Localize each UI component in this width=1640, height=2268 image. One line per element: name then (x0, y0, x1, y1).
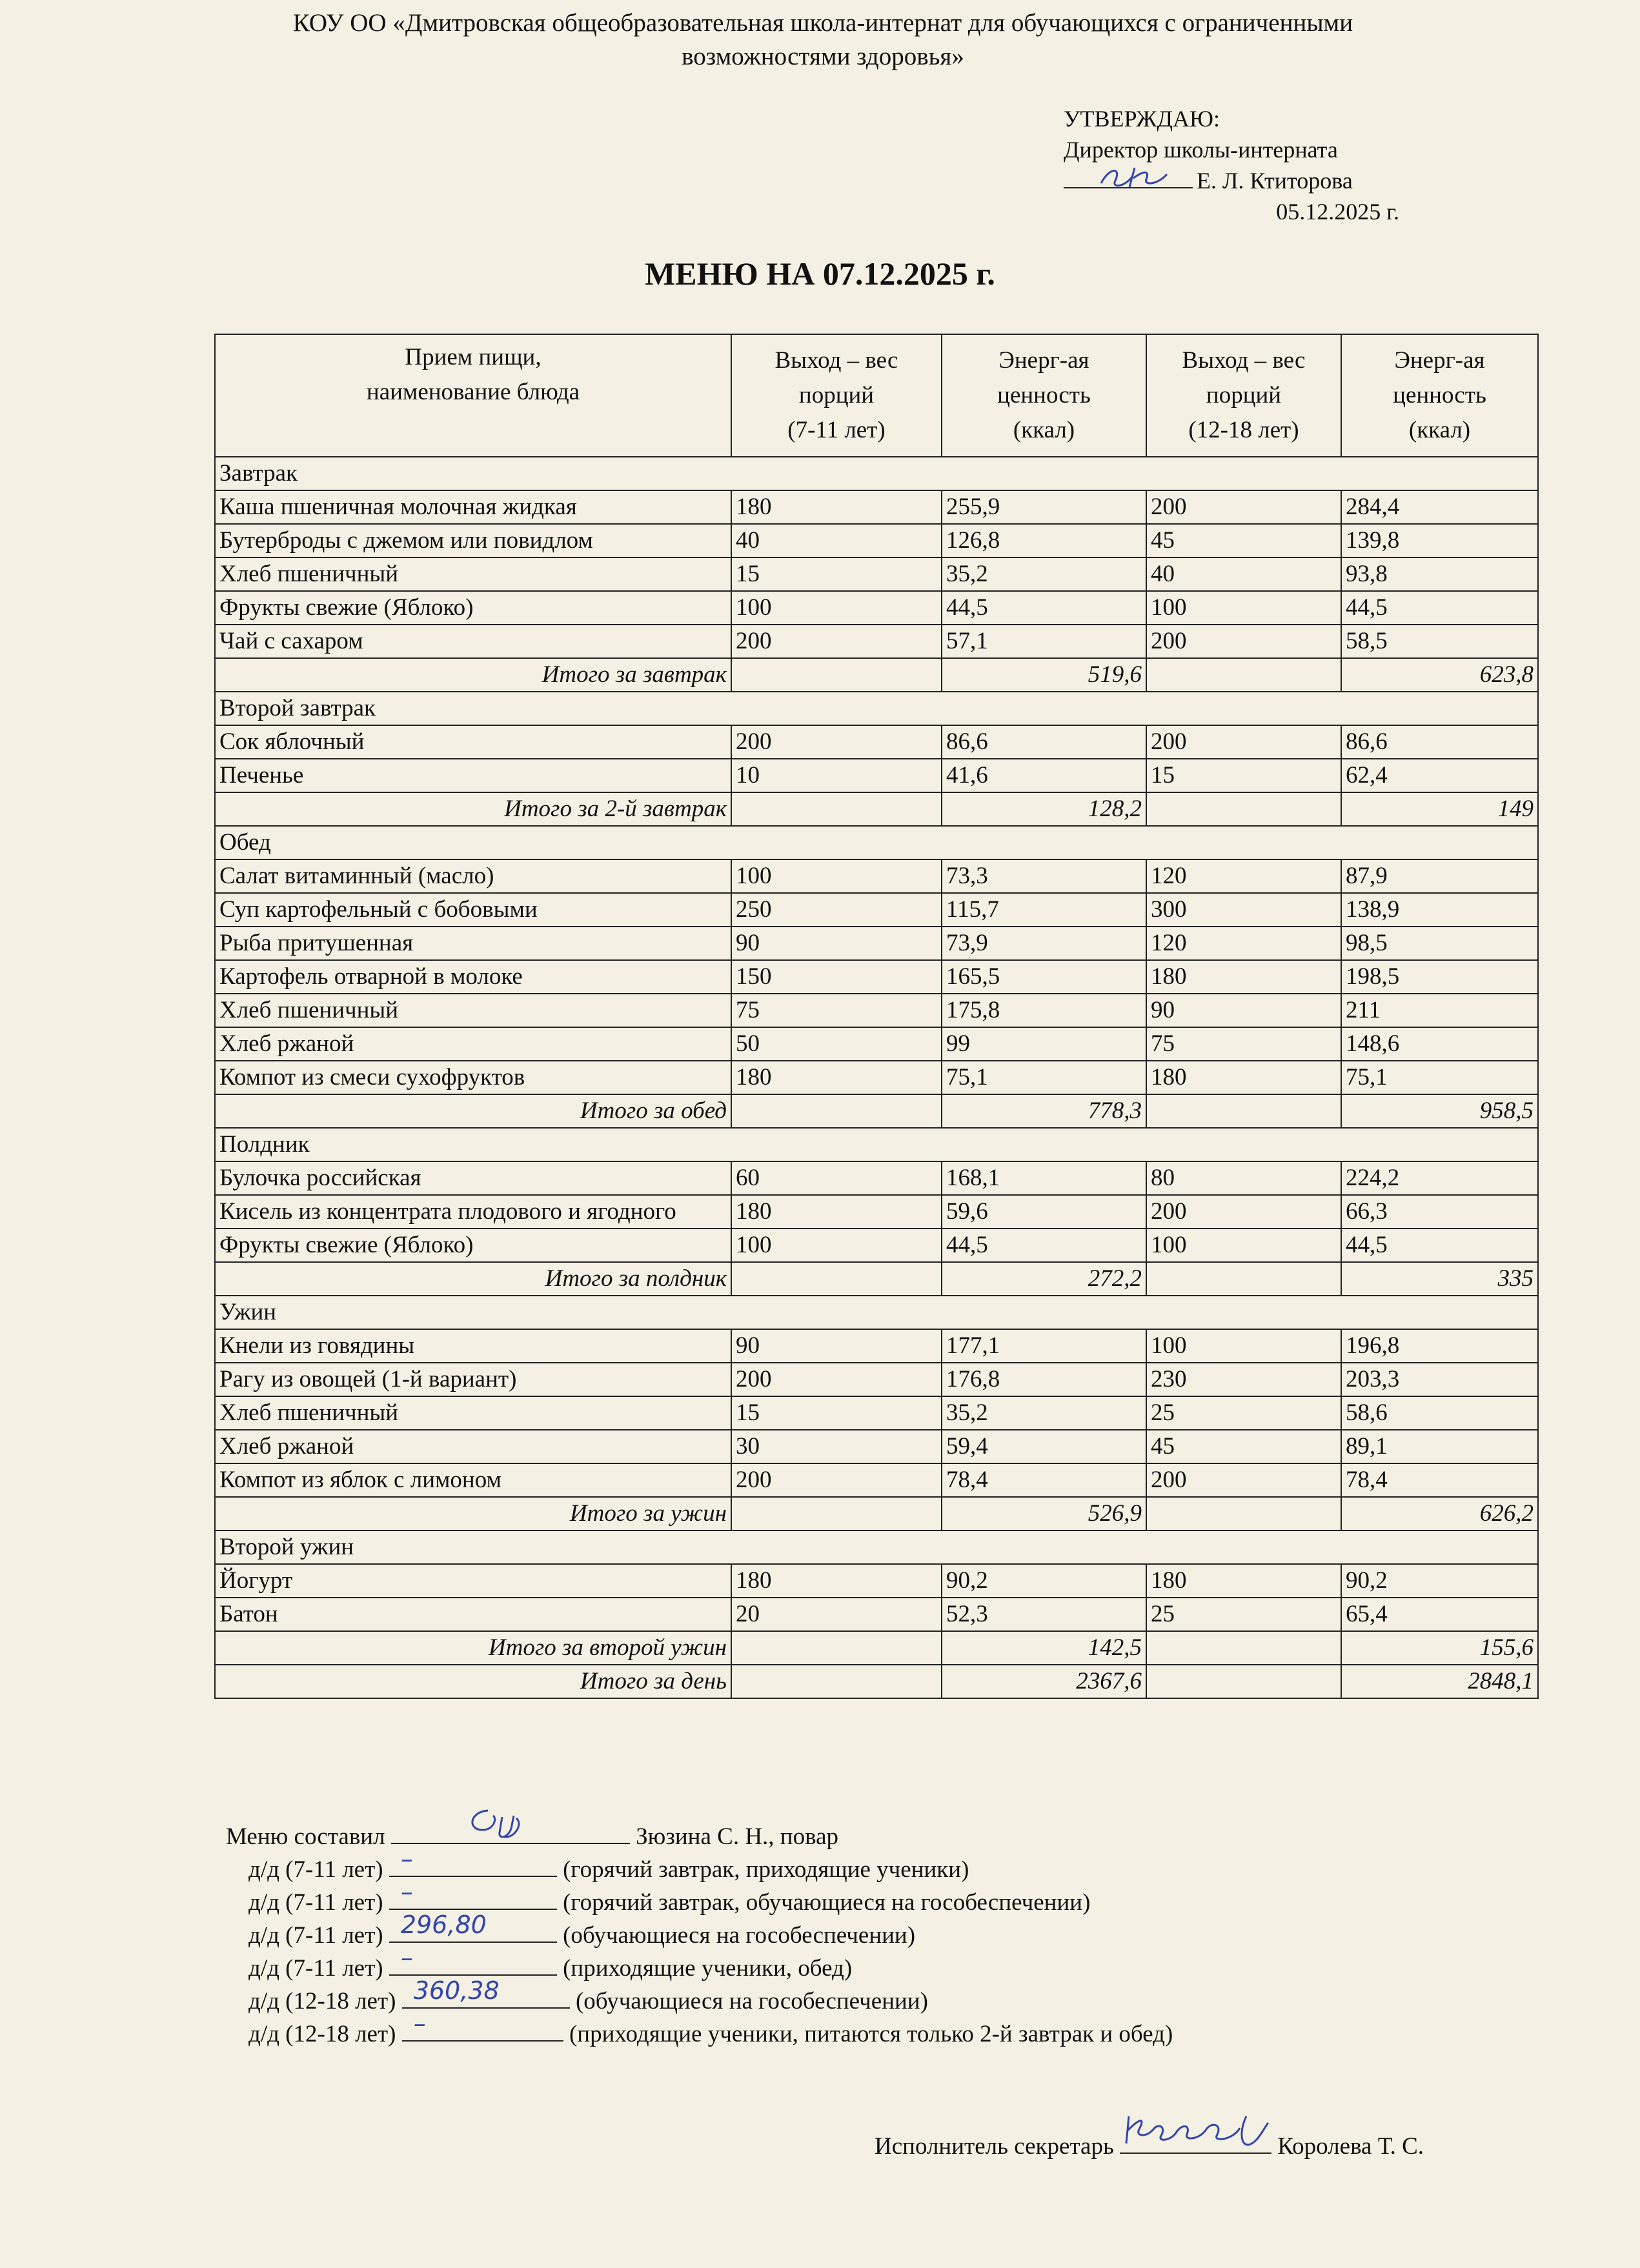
allowance-note: (горячий завтрак, обучающиеся на гособеспечении) (563, 1889, 1091, 1916)
allowance-value-line (389, 1943, 557, 1976)
section-total-row (215, 792, 1538, 826)
allowance-line (226, 1911, 1517, 1951)
weight-12-18: 200 (1146, 490, 1341, 524)
weight-7-11: 200 (731, 625, 942, 658)
allowance-line (226, 2009, 1517, 2050)
dish-name: Чай с сахаром (215, 625, 731, 658)
dish-name: Батон (215, 1598, 731, 1631)
dish-name: Хлеб пшеничный (215, 994, 731, 1027)
weight-12-18: 80 (1146, 1161, 1341, 1195)
table-row (215, 1564, 1538, 1598)
cook-name: Зюзина С. Н., повар (636, 1823, 838, 1850)
allowance-value: – (400, 1845, 413, 1873)
energy-12-18: 148,6 (1341, 1027, 1538, 1061)
dish-name: Фрукты свежие (Яблоко) (215, 591, 731, 625)
energy-7-11: 73,9 (942, 927, 1146, 960)
section-total-row (215, 1497, 1538, 1530)
dish-name: Хлеб пшеничный (215, 557, 731, 591)
table-row (215, 994, 1538, 1027)
weight-7-11: 100 (731, 591, 942, 625)
energy-7-11: 57,1 (942, 625, 1146, 658)
section-row (215, 1128, 1538, 1161)
section-name: Ужин (215, 1296, 1538, 1329)
allowance-value: 360,38 (413, 1976, 500, 2005)
total-label: Итого за 2-й завтрак (215, 792, 731, 826)
table-row (215, 1027, 1538, 1061)
energy-7-11: 59,4 (942, 1430, 1146, 1463)
director-name: Е. Л. Ктиторова (1197, 168, 1353, 194)
section-row (215, 826, 1538, 859)
dish-name: Сок яблочный (215, 725, 731, 759)
weight-12-18: 120 (1146, 859, 1341, 893)
weight-7-11: 20 (731, 1598, 942, 1631)
allowance-note: (обучающиеся на гособеспечении) (563, 1922, 916, 1949)
energy-7-11: 78,4 (942, 1463, 1146, 1497)
energy-12-18: 62,4 (1341, 759, 1538, 792)
allowance-value: – (400, 1943, 413, 1972)
energy-12-18: 198,5 (1341, 960, 1538, 994)
table-row (215, 859, 1538, 893)
dish-name: Рыба притушенная (215, 927, 731, 960)
energy-7-11: 75,1 (942, 1061, 1146, 1094)
menu-title: МЕНЮ НА 07.12.2025 г. (645, 256, 995, 292)
allowance-note: (приходящие ученики, обед) (563, 1955, 853, 1982)
executor-label: Исполнитель секретарь (875, 2133, 1114, 2160)
energy-7-11: 176,8 (942, 1363, 1146, 1396)
allowance-value-line (389, 1911, 557, 1943)
director-signature-line (1064, 165, 1193, 188)
org-line-2: возможностями здоровья» (682, 43, 964, 70)
day-total-label: Итого за день (215, 1665, 731, 1698)
energy-7-11: 59,6 (942, 1195, 1146, 1229)
total-kcal-7-11: 272,2 (942, 1262, 1146, 1296)
total-kcal-7-11: 526,9 (942, 1497, 1146, 1530)
table-row (215, 1598, 1538, 1631)
total-kcal-7-11: 519,6 (942, 658, 1146, 692)
weight-7-11: 40 (731, 524, 942, 557)
total-label: Итого за полдник (215, 1262, 731, 1296)
weight-12-18: 90 (1146, 994, 1341, 1027)
allowance-note: (обучающиеся на гособеспечении) (575, 1988, 928, 2014)
total-empty (1146, 1262, 1341, 1296)
weight-7-11: 180 (731, 1195, 942, 1229)
approval-signature-row (1064, 165, 1399, 196)
table-row (215, 1463, 1538, 1497)
weight-12-18: 230 (1146, 1363, 1341, 1396)
allowance-note: (приходящие ученики, питаются только 2-й завтрак и обед) (569, 2021, 1173, 2047)
energy-12-18: 44,5 (1341, 591, 1538, 625)
energy-12-18: 87,9 (1341, 859, 1538, 893)
total-kcal-7-11: 128,2 (942, 792, 1146, 826)
energy-12-18: 203,3 (1341, 1363, 1538, 1396)
dish-name: Печенье (215, 759, 731, 792)
weight-12-18: 200 (1146, 1463, 1341, 1497)
header-weight-7-11: Выход – вес порций (7-11 лет) (731, 334, 942, 457)
weight-12-18: 100 (1146, 1229, 1341, 1262)
weight-7-11: 200 (731, 725, 942, 759)
energy-12-18: 139,8 (1341, 524, 1538, 557)
allowance-note: (горячий завтрак, приходящие ученики) (563, 1856, 969, 1883)
weight-12-18: 25 (1146, 1396, 1341, 1430)
table-row (215, 1396, 1538, 1430)
energy-12-18: 211 (1341, 994, 1538, 1027)
table-row (215, 591, 1538, 625)
weight-7-11: 200 (731, 1363, 942, 1396)
energy-12-18: 78,4 (1341, 1463, 1538, 1497)
energy-12-18: 89,1 (1341, 1430, 1538, 1463)
energy-7-11: 165,5 (942, 960, 1146, 994)
table-row (215, 927, 1538, 960)
allowance-label: д/д (7-11 лет) (248, 1889, 383, 1916)
total-empty (731, 1497, 942, 1530)
energy-7-11: 35,2 (942, 557, 1146, 591)
energy-12-18: 58,6 (1341, 1396, 1538, 1430)
weight-12-18: 100 (1146, 1329, 1341, 1363)
footer-block (226, 1820, 1517, 2050)
energy-7-11: 99 (942, 1027, 1146, 1061)
total-empty (731, 792, 942, 826)
total-empty (1146, 792, 1341, 826)
total-empty (731, 1665, 942, 1698)
weight-7-11: 200 (731, 1463, 942, 1497)
total-kcal-7-11: 142,5 (942, 1631, 1146, 1665)
dish-name: Бутерброды с джемом или повидлом (215, 524, 731, 557)
energy-7-11: 175,8 (942, 994, 1146, 1027)
table-row (215, 1161, 1538, 1195)
table-row (215, 557, 1538, 591)
section-name: Завтрак (215, 457, 1538, 490)
composed-row: Меню составил Зюзина С. Н., повар (226, 1820, 1517, 1852)
energy-7-11: 255,9 (942, 490, 1146, 524)
weight-12-18: 200 (1146, 725, 1341, 759)
dish-name: Каша пшеничная молочная жидкая (215, 490, 731, 524)
energy-12-18: 86,6 (1341, 725, 1538, 759)
energy-12-18: 66,3 (1341, 1195, 1538, 1229)
allowance-value-line (402, 2009, 563, 2042)
allowance-value: – (413, 2009, 426, 2038)
day-total-kcal-7-11: 2367,6 (942, 1665, 1146, 1698)
dish-name: Суп картофельный с бобовыми (215, 893, 731, 927)
allowance-lines (226, 1845, 1517, 2050)
weight-12-18: 180 (1146, 960, 1341, 994)
weight-7-11: 180 (731, 1061, 942, 1094)
table-header-row (215, 334, 1538, 457)
section-total-row (215, 1094, 1538, 1128)
table-row (215, 1329, 1538, 1363)
header-energy-12-18: Энерг-ая ценность (ккал) (1341, 334, 1538, 457)
energy-12-18: 284,4 (1341, 490, 1538, 524)
energy-7-11: 177,1 (942, 1329, 1146, 1363)
energy-12-18: 44,5 (1341, 1229, 1538, 1262)
weight-12-18: 180 (1146, 1564, 1341, 1598)
org-line-1: КОУ ОО «Дмитровская общеобразовательная школа-интернат для обучающихся с ограниченными (292, 9, 1353, 37)
section-total-row (215, 1631, 1538, 1665)
energy-12-18: 93,8 (1341, 557, 1538, 591)
total-empty (1146, 1631, 1341, 1665)
energy-12-18: 98,5 (1341, 927, 1538, 960)
allowance-label: д/д (7-11 лет) (248, 1955, 383, 1982)
weight-7-11: 10 (731, 759, 942, 792)
section-name: Полдник (215, 1128, 1538, 1161)
allowance-label: д/д (7-11 лет) (248, 1856, 383, 1883)
dish-name: Компот из яблок с лимоном (215, 1463, 731, 1497)
weight-12-18: 40 (1146, 557, 1341, 591)
weight-7-11: 180 (731, 1564, 942, 1598)
weight-12-18: 45 (1146, 524, 1341, 557)
dish-name: Кнели из говядины (215, 1329, 731, 1363)
total-kcal-12-18: 335 (1341, 1262, 1538, 1296)
energy-7-11: 35,2 (942, 1396, 1146, 1430)
total-kcal-7-11: 778,3 (942, 1094, 1146, 1128)
weight-7-11: 75 (731, 994, 942, 1027)
dish-name: Кисель из концентрата плодового и ягодного (215, 1195, 731, 1229)
table-row (215, 1229, 1538, 1262)
table-row (215, 1061, 1538, 1094)
allowance-label: д/д (7-11 лет) (248, 1922, 383, 1949)
allowance-label: д/д (12-18 лет) (248, 2021, 396, 2047)
director-signature (1096, 161, 1173, 192)
section-name: Обед (215, 826, 1538, 859)
approval-block (1064, 103, 1399, 227)
weight-7-11: 60 (731, 1161, 942, 1195)
cook-signature-line (391, 1820, 630, 1844)
energy-7-11: 44,5 (942, 591, 1146, 625)
weight-7-11: 15 (731, 1396, 942, 1430)
total-empty (731, 658, 942, 692)
menu-table-body (215, 457, 1538, 1698)
section-row (215, 692, 1538, 725)
energy-7-11: 126,8 (942, 524, 1146, 557)
section-row (215, 457, 1538, 490)
allowance-value: 296,80 (400, 1911, 487, 1939)
weight-7-11: 30 (731, 1430, 942, 1463)
allowance-value: – (400, 1878, 413, 1906)
total-empty (1146, 1497, 1341, 1530)
dish-name: Компот из смеси сухофруктов (215, 1061, 731, 1094)
approval-date: 05.12.2025 г. (1276, 199, 1399, 225)
executor-row (875, 2129, 1424, 2162)
dish-name: Булочка российская (215, 1161, 731, 1195)
energy-7-11: 44,5 (942, 1229, 1146, 1262)
weight-7-11: 100 (731, 1229, 942, 1262)
weight-7-11: 100 (731, 859, 942, 893)
weight-7-11: 250 (731, 893, 942, 927)
menu-table (214, 334, 1539, 1699)
weight-7-11: 15 (731, 557, 942, 591)
table-row (215, 893, 1538, 927)
energy-7-11: 168,1 (942, 1161, 1146, 1195)
dish-name: Хлеб пшеничный (215, 1396, 731, 1430)
energy-7-11: 73,3 (942, 859, 1146, 893)
weight-7-11: 50 (731, 1027, 942, 1061)
dish-name: Йогурт (215, 1564, 731, 1598)
weight-12-18: 200 (1146, 625, 1341, 658)
total-empty (1146, 658, 1341, 692)
weight-12-18: 45 (1146, 1430, 1341, 1463)
total-label: Итого за завтрак (215, 658, 731, 692)
weight-12-18: 180 (1146, 1061, 1341, 1094)
total-empty (1146, 1094, 1341, 1128)
allowance-line (226, 1845, 1517, 1885)
dish-name: Картофель отварной в молоке (215, 960, 731, 994)
weight-7-11: 90 (731, 927, 942, 960)
table-row (215, 490, 1538, 524)
dish-name: Фрукты свежие (Яблоко) (215, 1229, 731, 1262)
total-kcal-12-18: 149 (1341, 792, 1538, 826)
cook-signature (462, 1803, 533, 1841)
section-name: Второй завтрак (215, 692, 1538, 725)
total-kcal-12-18: 958,5 (1341, 1094, 1538, 1128)
organization-header (194, 6, 1452, 74)
total-kcal-12-18: 155,6 (1341, 1631, 1538, 1665)
weight-7-11: 90 (731, 1329, 942, 1363)
energy-7-11: 52,3 (942, 1598, 1146, 1631)
energy-7-11: 86,6 (942, 725, 1146, 759)
energy-7-11: 41,6 (942, 759, 1146, 792)
executor-signature-line (1120, 2129, 1271, 2154)
energy-12-18: 75,1 (1341, 1061, 1538, 1094)
header-dish: Прием пищи, наименование блюда (215, 334, 731, 457)
weight-7-11: 180 (731, 490, 942, 524)
total-empty (731, 1262, 942, 1296)
weight-12-18: 300 (1146, 893, 1341, 927)
executor-signature (1120, 2110, 1275, 2151)
approval-label: УТВЕРЖДАЮ: (1064, 106, 1220, 132)
allowance-value-line (389, 1878, 557, 1910)
section-total-row (215, 1262, 1538, 1296)
table-row (215, 1195, 1538, 1229)
energy-12-18: 196,8 (1341, 1329, 1538, 1363)
table-row (215, 1430, 1538, 1463)
section-row (215, 1530, 1538, 1564)
energy-7-11: 115,7 (942, 893, 1146, 927)
table-row (215, 960, 1538, 994)
allowance-value-line (402, 1976, 570, 2009)
section-total-row (215, 658, 1538, 692)
energy-12-18: 65,4 (1341, 1598, 1538, 1631)
weight-7-11: 150 (731, 960, 942, 994)
table-row (215, 625, 1538, 658)
header-weight-12-18: Выход – вес порций (12-18 лет) (1146, 334, 1341, 457)
total-empty (731, 1631, 942, 1665)
dish-name: Рагу из овощей (1-й вариант) (215, 1363, 731, 1396)
energy-7-11: 90,2 (942, 1564, 1146, 1598)
energy-12-18: 58,5 (1341, 625, 1538, 658)
header-energy-7-11: Энерг-ая ценность (ккал) (942, 334, 1146, 457)
approval-position: Директор школы-интерната (1064, 137, 1338, 163)
allowance-value-line (389, 1845, 557, 1877)
table-row (215, 524, 1538, 557)
total-empty (731, 1094, 942, 1128)
energy-12-18: 90,2 (1341, 1564, 1538, 1598)
weight-12-18: 100 (1146, 591, 1341, 625)
allowance-label: д/д (12-18 лет) (248, 1988, 396, 2014)
weight-12-18: 120 (1146, 927, 1341, 960)
day-total-row (215, 1665, 1538, 1698)
energy-12-18: 138,9 (1341, 893, 1538, 927)
dish-name: Хлеб ржаной (215, 1027, 731, 1061)
total-empty (1146, 1665, 1341, 1698)
table-row (215, 759, 1538, 792)
section-row (215, 1296, 1538, 1329)
weight-12-18: 15 (1146, 759, 1341, 792)
executor-name: Королева Т. С. (1277, 2133, 1424, 2160)
section-name: Второй ужин (215, 1530, 1538, 1564)
total-label: Итого за второй ужин (215, 1631, 731, 1665)
dish-name: Салат витаминный (масло) (215, 859, 731, 893)
total-label: Итого за обед (215, 1094, 731, 1128)
weight-12-18: 200 (1146, 1195, 1341, 1229)
weight-12-18: 75 (1146, 1027, 1341, 1061)
dish-name: Хлеб ржаной (215, 1430, 731, 1463)
day-total-kcal-12-18: 2848,1 (1341, 1665, 1538, 1698)
total-label: Итого за ужин (215, 1497, 731, 1530)
total-kcal-12-18: 623,8 (1341, 658, 1538, 692)
energy-12-18: 224,2 (1341, 1161, 1538, 1195)
table-row (215, 1363, 1538, 1396)
table-row (215, 725, 1538, 759)
total-kcal-12-18: 626,2 (1341, 1497, 1538, 1530)
weight-12-18: 25 (1146, 1598, 1341, 1631)
